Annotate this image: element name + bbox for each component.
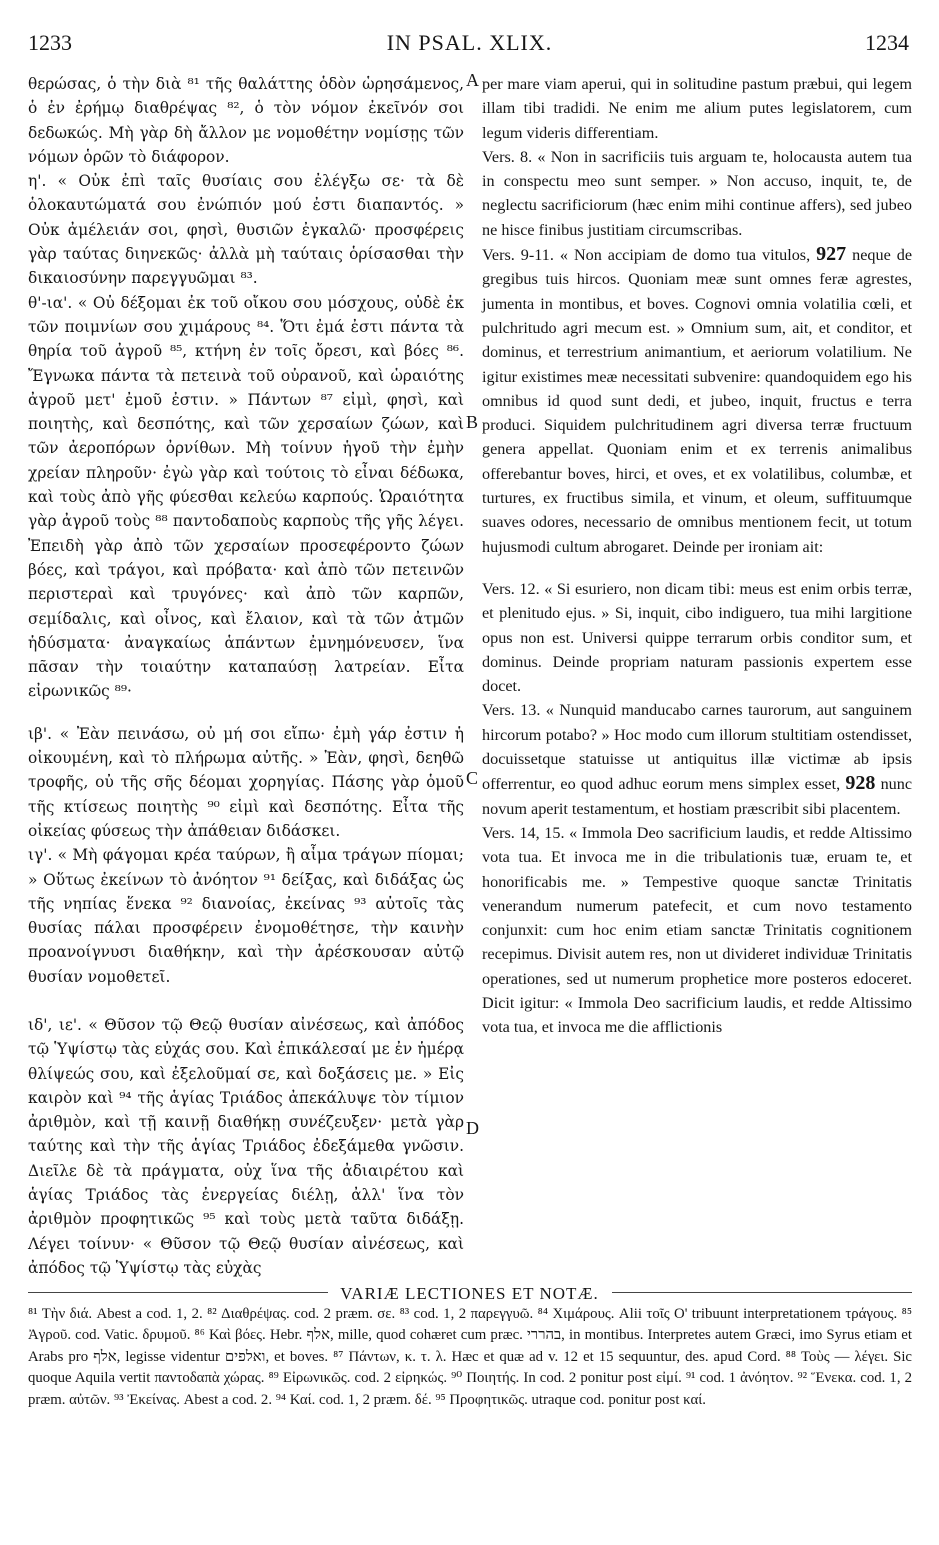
page-header bbox=[0, 30, 939, 64]
latin-paragraph bbox=[482, 698, 912, 820]
greek-paragraph: ιβ'. « Ἐὰν πεινάσω, οὐ μή σοι εἴπω· ἐμὴ γάρ ἐστιν ἡ οἰκουμένη, καὶ τὸ πλήρωμα αὐτῆς. » Ἐὰν, φησὶ, δεηθῶ τροφῆς, οὐ τῆς σῆς δέομαι χορηγίας. Πάσης γὰρ ὁμοῦ τῆς κτίσεως ποιητὴς ⁹⁰ εἰμὶ καὶ δεσπότης. Εἶτα τῆς οἰκείας φύσεως τὴν ἀπάθειαν διδάσκει. bbox=[28, 724, 464, 840]
section-marker-c: C bbox=[466, 768, 479, 788]
greek-paragraph: ιγ'. « Μὴ φάγομαι κρέα ταύρων, ἢ αἷμα τράγων πίομαι; » Οὕτως ἐκείνων τὸ ἀνόητον ⁹¹ δείξας, καὶ διδάξας ὡς τῆς νηπίας ἕνεκα ⁹² διανοίας, ἐκείνας ⁹³ αὐτοῖς τὰς θυσίας πάλαι προσφέρειν ἐνομοθέτησε, τὴν καινὴν προανοίγνυσι διαθήκην, καὶ τὴν ἀρέσκουσαν αὐτῷ θυσίαν νομοθετεῖ. bbox=[28, 846, 464, 986]
greek-column bbox=[28, 72, 464, 1280]
latin-paragraph: Vers. 12. « Si esuriero, non dicam tibi: meus est enim orbis terræ, et plenitudo ejus. » Si, inquit, cibo indiguero, tua mihi largitione opus non est. Universi quippe terrarum orbis conditor sum, et dominus. Deinde propriam naturam passionis expertem esse docet. bbox=[482, 579, 912, 696]
section-marker-b: B bbox=[466, 412, 479, 432]
notes-heading: VARIÆ LECTIONES ET NOTÆ. bbox=[340, 1284, 599, 1303]
latin-paragraph: Vers. 14, 15. « Immola Deo sacrificium laudis, et redde Altissimo vota tua. Et invoca me in die tribulationis tuæ, eruam te, et honorificabis me. » Tempestive quoque sanctæ Trinitatis venerandum numerum patefecit, et cum novo testamento conjunxit: cum hoc enim etiam sanctæ Trinitatis cognitionem recepimus. Divisit autem res, non ut divideret individuæ Trinitatis operationes, sed ut numerum prophetice more posteros edoceret. Dicit igitur: « Immola Deo sacrificium laudis, et redde Altissimo vota tua, et invoca me die afflictionis bbox=[482, 823, 912, 1037]
greek-paragraph: θ'-ια'. « Οὐ δέξομαι ἐκ τοῦ οἴκου σου μόσχους, οὐδὲ ἐκ τῶν ποιμνίων σου χιμάρους ⁸⁴. Ὅτι ἐμά ἐστι πάντα τὰ θηρία τοῦ ἀγροῦ ⁸⁵, κτήνη ἐν τοῖς ὄρεσι, καὶ βόες ⁸⁶. Ἔγνωκα πάντα τὰ πετεινὰ τοῦ οὐρανοῦ, καὶ ὡραιότης ἀγροῦ μετ' ἐμοῦ ἐστιν. » Πάντων ⁸⁷ εἰμὶ, φησὶ, καὶ ποιητὴς, καὶ δεσπότης, καὶ τῶν χερσαίων ζώων, καὶ τῶν ἀεροπόρων ὀρνίθων. Μὴ τοίνυν ἡγοῦ τὴν ἐμὴν χρείαν πληροῦν· ἐγὼ γὰρ καὶ τούτοις τὸ εἶναι δέδωκα, καὶ τοὺς ἀπὸ γῆς φύεσθαι κελεύω καρπούς. Ὡραιότητα γὰρ ἀγροῦ τοὺς ⁸⁸ παντοδαποὺς καρποὺς τῆς γῆς λέγει. Ἐπειδὴ γὰρ ἀπὸ τῶν χερσαίων προσεφέροντο ζώων βόες, καὶ τράγοι, καὶ πρόβατα· καὶ ἀπὸ τῶν πετεινῶν περιστεραὶ καὶ τρυγόνες· καὶ ἀπὸ τῶν καρπῶν, σεμίδαλις, καὶ οἶνος, καὶ ἔλαιον, καὶ τὰ τῶν ἀτμῶν ἡδύσματα· ἀναγκαίως ἁπάντων ἐμνημόνευσεν, ἵνα πᾶσαν τὴν τοιαύτην καταπαύσῃ λατρείαν. Εἶτα εἰρωνικῶς ⁸⁹· bbox=[28, 293, 464, 701]
page-number-left: 1233 bbox=[28, 30, 72, 55]
notes-block bbox=[28, 1304, 912, 1411]
notes-text: ⁸¹ Τὴν διά. Abest a cod. 1, 2. ⁸² Διαθρέψας. cod. 2 præm. σε. ⁸³ cod. 1, 2 παρεγγυῶ. ⁸⁴ Χιμάρους. Alii τοῖς Ο' tribuunt interpretationem τράγους. ⁸⁵ Ἀγροῦ. cod. Vatic. δρυμοῦ. ⁸⁶ Καὶ βόες. Hebr. אלף, mille, quod cohæret cum præc. בהררי, in montibus. Interpretes autem Græci, imo Syrus etiam et Arabs pro אלף, legisse videntur ואלפים, et boves. ⁸⁷ Πάντων, κ. τ. λ. Hæc et quæ ad v. 12 et 15 sequuntur, des. apud Cord. ⁸⁸ Τοὺς — λέγει. Sic quoque Aquila vertit παντοδαπὰ χώρας. ⁸⁹ Εἰρωνικῶς. cod. 2 εἰρηκώς. ⁹⁰ Ποιητής. In cod. 2 ponitur post εἰμί. ⁹¹ cod. 1 ἀνόητον. ⁹² Ἕνεκα. cod. 1, 2 præm. αὐτῶν. ⁹³ Ἐκείνας. Abest a cod. 2. ⁹⁴ Καί. cod. 1, 2 præm. δέ. ⁹⁵ Προφητικῶς. utraque cod. ponitur post καί. bbox=[28, 1306, 912, 1408]
running-title: IN PSAL. XLIX. bbox=[386, 30, 553, 55]
latin-text: Vers. 13. « Nunquid manducabo carnes taurorum, aut sanguinem hircorum potabo? » Hoc modo cum illorum stultitiam ostendisset, docuissetque statuisse ut antiquitus illæ victimæ ab ipsis offerrentur, eo quod adhuc eorum mens simplex esset, bbox=[482, 701, 912, 794]
latin-text: neque de gregibus tuis hircos. Quoniam meæ sunt omnes feræ agrestes, jumenta in montibus, et boves. Cognovi omnia volatilia cœli, et pulchritudo agri mecum est. » Omnium sum, ait, et conditor, et dominus, et terrestrium animantium, et aeriorum volatilium. Ne igitur existimes meæ necessitati subvenire: quandoquidem ego his omnibus id quod sunt dedi, et jubeo, inquit, fructus e terra produci. Siquidem pulchritudinem agri diversa terræ fructuum genera appellat. Quoniam enim et ex terrenis animalibus offerebantur boves, hirci, et oves, et ex volatilibus, columbæ, et turtures, ex fructibus simila, et vinum, et oleum, suffituumque suaves odores, necessario de omnibus mentionem fecit, ut totum hujusmodi cultum abrogaret. Deinde per ironiam ait: bbox=[482, 246, 913, 556]
greek-paragraph: ιδ', ιε'. « Θῦσον τῷ Θεῷ θυσίαν αἰνέσεως, καὶ ἀπόδος τῷ Ὑψίστῳ τὰς εὐχάς σου. Καὶ ἐπικάλεσαί με ἐν ἡμέρᾳ θλίψεώς σου, καὶ ἐξελοῦμαί σε, καὶ δοξάσεις με. » Εἰς καιρὸν καὶ ⁹⁴ τῆς ἁγίας Τριάδος ἀπεκάλυψε τὸν τίμιον ἀριθμὸν, καὶ τῇ καινῇ διαθήκῃ συνέζευξεν· μετὰ γὰρ ταύτης καὶ τὴν τῆς ἁγίας Τριάδος ἐδεξάμεθα γνῶσιν. Διεῖλε δὲ τὰ πράγματα, οὐχ ἵνα τῆς ἀδιαιρέτου καὶ ἁγίας Τριάδος τὰς ἐνεργείας διέλῃ, ἀλλ' ἵνα τὸν ἀριθμὸν προφητικῶς ⁹⁵ καὶ τοὺς μετὰ ταῦτα διδάξῃ. Λέγει τοίνυν· « Θῦσον τῷ Θεῷ θυσίαν αἰνέσεως, καὶ ἀπόδος τῷ Ὑψίστῳ τὰς εὐχὰς bbox=[28, 1015, 464, 1277]
column-number: 927 bbox=[816, 243, 847, 266]
section-marker-a: A bbox=[466, 70, 479, 90]
latin-text: Vers. 9-11. « Non accipiam de domo tua vitulos, bbox=[482, 246, 811, 265]
latin-paragraph: per mare viam aperui, qui in solitudine pastum præbui, qui legem illam tibi tradidi. Ne enim me alium putes legislatorem, cum legum videris differentiam. bbox=[482, 75, 912, 142]
latin-paragraph bbox=[482, 242, 912, 559]
latin-paragraph: Vers. 8. « Non in sacrificiis tuis arguam te, holocausta autem tua in conspectu meo sunt semper. » Non accuso, inquit, te, de neglectu sacrificiorum (hæc enim mihi continue affers), sed jubeo ne hisce finibus justitiam circumscribas. bbox=[482, 147, 912, 239]
section-marker-d: D bbox=[466, 1118, 479, 1138]
latin-text: nunc novum aperit testamentum, et hostiam præscribit sibi placentem. bbox=[482, 775, 913, 818]
latin-column bbox=[482, 72, 912, 1040]
greek-paragraph: η'. « Οὐκ ἐπὶ ταῖς θυσίαις σου ἐλέγξω σε· τὰ δὲ ὁλοκαυτώματά σου ἐνώπιόν μού ἐστι διαπαντός. » Οὐκ ἀμέλειάν σοι, φησὶ, θυσιῶν ἐγκαλῶ· προσφέρεις γὰρ ταύτας διηνεκῶς· ἀλλὰ μὴ ταύταις ὁρίσασθαι τὴν δικαιοσύνην παρεγγυῶμαι ⁸³. bbox=[28, 172, 464, 288]
page-number-right: 1234 bbox=[865, 30, 909, 55]
greek-paragraph: θερώσας, ὁ τὴν διὰ ⁸¹ τῆς θαλάττης ὁδὸν ὡρησάμενος, ὁ ἐν ἐρήμῳ διαθρέψας ⁸², ὁ τὸν νόμον ἐκεῖνόν σοι δεδωκώς. Μὴ γὰρ δὴ ἄλλον με νομοθέτην νομίσῃς τῶν νόμων ὁρῶν τὸ διάφορον. bbox=[28, 75, 464, 166]
column-number: 928 bbox=[845, 772, 876, 795]
